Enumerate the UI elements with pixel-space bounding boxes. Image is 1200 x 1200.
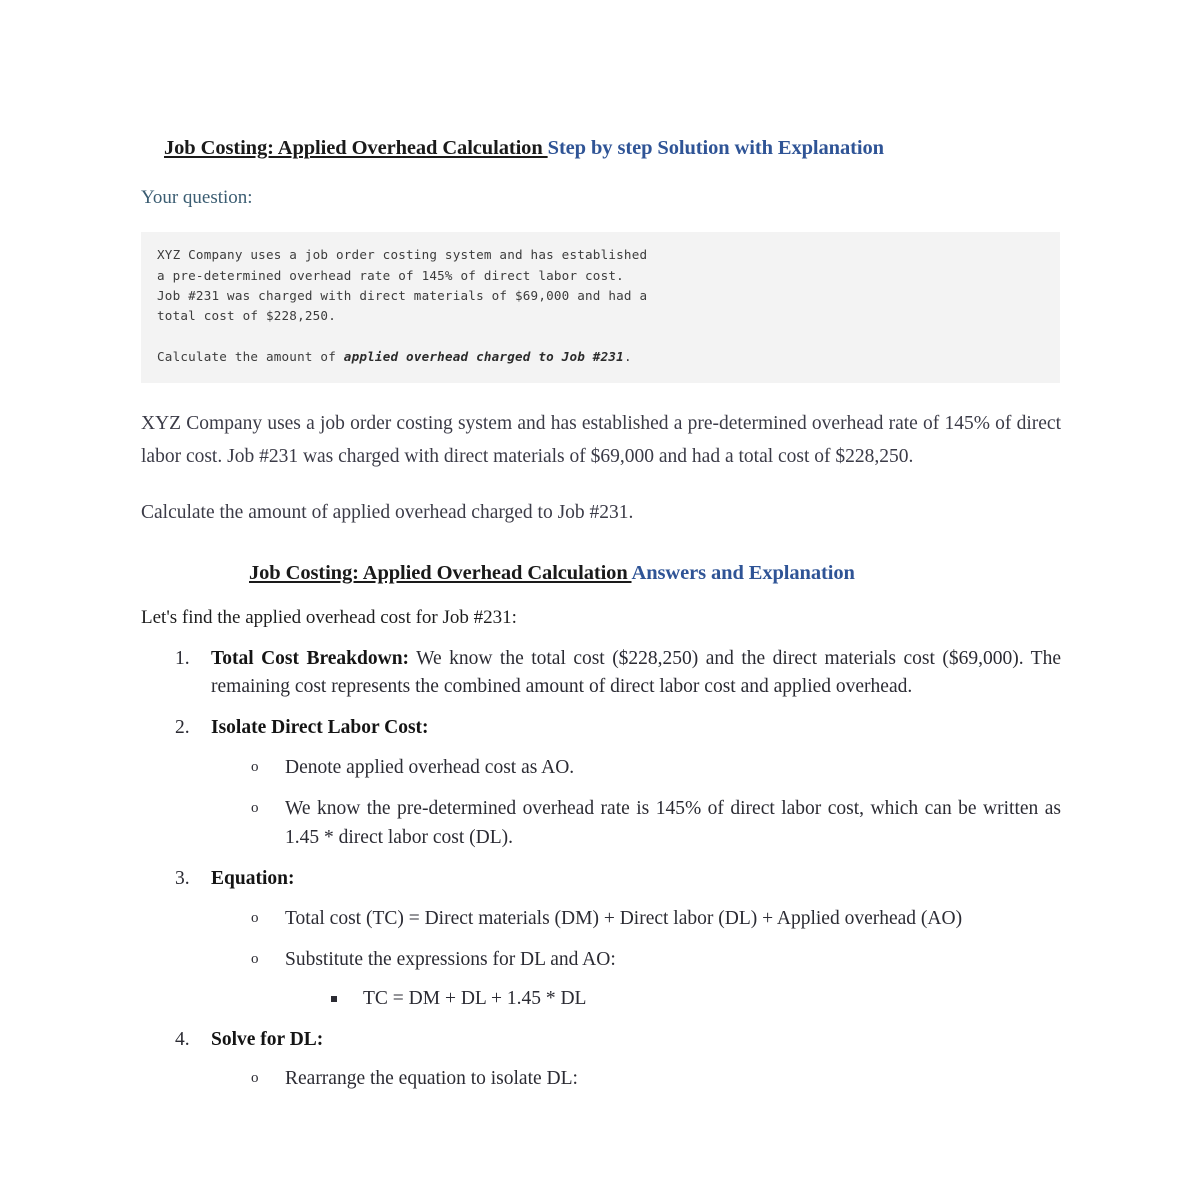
- step-label: Solve for DL:: [211, 1028, 324, 1050]
- question-task-paragraph: Calculate the amount of applied overhead charged to Job #231.: [141, 501, 634, 523]
- solution-steps-list: [141, 645, 1061, 1095]
- code-line-6-end: .: [623, 349, 632, 365]
- sub-item-text: We know the pre-determined overhead rate is 145% of direct labor cost, which can be written as 1.45 * direct labor cost (DL).: [285, 797, 1061, 848]
- page-title: [141, 0, 1060, 161]
- your-question-label: Your question:: [141, 186, 253, 208]
- equation-text: TC = DM + DL + 1.45 * DL: [363, 987, 587, 1009]
- code-line-4: total cost of $228,250.: [157, 308, 336, 324]
- code-line-6-emphasis: applied overhead charged to Job #231: [343, 349, 624, 365]
- list-item: [211, 795, 1061, 853]
- answers-section-title: [141, 529, 1060, 586]
- list-item: [211, 1065, 1061, 1094]
- page-title-underlined: Job Costing: Applied Overhead Calculation: [164, 137, 548, 159]
- circle-marker-icon: o: [251, 799, 259, 816]
- list-marker-number: 1.: [175, 647, 190, 669]
- question-code-block: [141, 232, 1060, 382]
- code-line-1: XYZ Company uses a job order costing system and has established: [157, 247, 648, 263]
- solution-step-2: [141, 714, 1061, 852]
- answers-title-underlined: Job Costing: Applied Overhead Calculation: [249, 562, 632, 585]
- step-2-sublist: [211, 754, 1061, 853]
- answers-title-subtitle: Answers and Explanation: [631, 562, 855, 585]
- circle-marker-icon: o: [251, 950, 259, 967]
- list-item: [211, 754, 1061, 783]
- list-marker-number: 3.: [175, 868, 190, 890]
- solution-step-3: [141, 865, 1061, 1012]
- list-item: [285, 985, 1061, 1013]
- step-label: Isolate Direct Labor Cost:: [211, 717, 429, 739]
- code-line-6-plain: Calculate the amount of: [157, 349, 344, 365]
- step-3-sublist: [211, 905, 1061, 1013]
- solution-step-1: [141, 645, 1061, 702]
- equation-sublist: [285, 985, 1061, 1013]
- list-item: [211, 946, 1061, 1013]
- page-title-subtitle: Step by step Solution with Explanation: [547, 137, 884, 159]
- sub-item-text: Rearrange the equation to isolate DL:: [285, 1068, 578, 1090]
- list-marker-number: 4.: [175, 1028, 190, 1050]
- circle-marker-icon: o: [251, 909, 259, 926]
- code-line-3: Job #231 was charged with direct materials of $69,000 and had a: [157, 288, 648, 304]
- step-label: Equation:: [211, 868, 295, 890]
- list-item: [211, 905, 1061, 934]
- list-marker-number: 2.: [175, 717, 190, 739]
- step-text: We know the total cost ($228,250) and the direct materials cost ($69,000). The remaining cost represents the combined amount of direct labor cost and applied overhead.: [211, 647, 1061, 697]
- answer-intro-line: Let's find the applied overhead cost for Job #231:: [141, 606, 517, 628]
- circle-marker-icon: o: [251, 758, 259, 775]
- code-line-2: a pre-determined overhead rate of 145% of direct labor cost.: [157, 267, 624, 283]
- step-4-sublist: [211, 1065, 1061, 1094]
- question-paragraph: XYZ Company uses a job order costing system and has established a pre-determined overhead rate of 145% of direct labor cost. Job #231 was charged with direct materials of $69,000 and had a total cost of $228,250.: [141, 412, 1061, 468]
- question-code-text: [157, 245, 1044, 367]
- circle-marker-icon: o: [251, 1070, 259, 1087]
- sub-item-text: Total cost (TC) = Direct materials (DM) + Direct labor (DL) + Applied overhead (AO): [285, 907, 963, 929]
- sub-item-text: Substitute the expressions for DL and AO:: [285, 948, 616, 970]
- solution-step-4: [141, 1026, 1061, 1094]
- step-label: Total Cost Breakdown:: [211, 647, 410, 669]
- square-marker-icon: [331, 996, 337, 1002]
- sub-item-text: Denote applied overhead cost as AO.: [285, 756, 575, 778]
